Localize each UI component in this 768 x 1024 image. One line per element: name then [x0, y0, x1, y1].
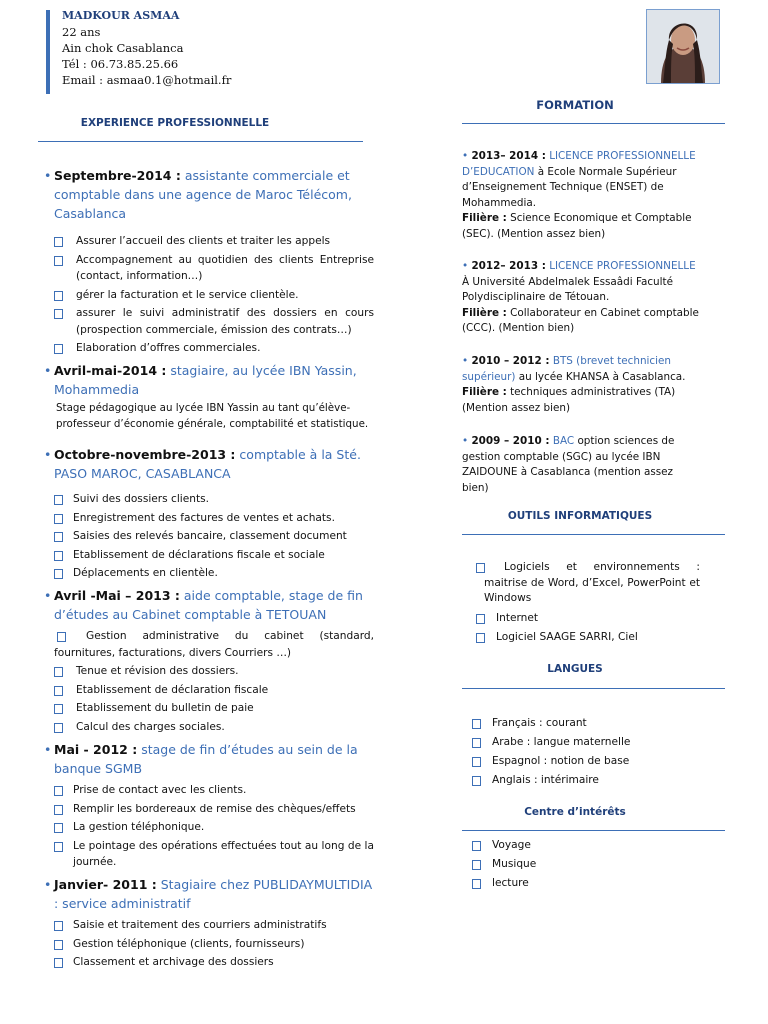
bullet-dot-icon: •	[462, 355, 469, 367]
task-item: La gestion téléphonique.	[44, 819, 374, 836]
task-item: Elaboration d’offres commerciales.	[44, 340, 374, 357]
list-item: Français : courant	[470, 714, 710, 733]
list-item: Espagnol : notion de base	[470, 752, 710, 771]
task-item: assurer le suivi administratif des dossiers en cours (prospection commerciale, émission des contrats…)	[44, 305, 374, 338]
experience-item	[44, 166, 374, 357]
checkbox-icon	[54, 514, 63, 524]
task-item: Enregistrement des factures de ventes et achats.	[44, 510, 374, 527]
checkbox-icon	[54, 823, 63, 833]
checkbox-icon	[54, 237, 63, 247]
task-item: Assurer l’accueil des clients et traiter les appels	[44, 233, 374, 250]
task-item: Saisie et traitement des courriers administratifs	[44, 917, 374, 934]
task-item: Classement et archivage des dossiers	[44, 954, 374, 971]
candidate-address: Ain chok Casablanca	[62, 41, 184, 55]
experience-description: Stage pédagogique au lycée IBN Yassin au tant qu’élève-professeur d’économie générale, comptabilité et statistique.	[56, 402, 369, 430]
formation-filiere: Science Economique et Comptable (SEC). (Mention assez bien)	[462, 212, 692, 240]
list-item: Musique	[470, 855, 710, 874]
experience-role: comptable à la Sté. PASO MAROC, CASABLANCA	[54, 447, 361, 481]
formation-filiere: Collaborateur en Cabinet comptable (CCC). (Mention bien)	[462, 306, 699, 335]
formation-filiere: techniques administratives (TA) (Mention assez bien)	[462, 386, 676, 414]
task-item: Saisies des relevés bancaire, classement document	[44, 528, 374, 545]
checkbox-icon	[54, 532, 63, 542]
experience-item	[44, 361, 374, 432]
experience-role: assistante commerciale et comptable dans une agence de Maroc Télécom, Casablanca	[54, 168, 352, 221]
filiere-label: Filière :	[462, 386, 507, 399]
experience-role: Stagiaire chez PUBLIDAYMULTIDIA : service administratif	[54, 877, 373, 911]
bullet-dot-icon: •	[44, 447, 52, 462]
experience-date: Octobre-novembre-2013 :	[54, 447, 236, 462]
bullet-dot-icon: •	[44, 742, 52, 757]
checkbox-icon	[57, 632, 66, 642]
list-item: Logiciel SAAGE SARRI, Ciel	[474, 628, 700, 647]
experience-item	[44, 445, 374, 582]
experience-date: Septembre-2014 :	[54, 168, 181, 183]
checkbox-icon	[54, 344, 63, 354]
experience-divider	[38, 141, 363, 142]
experience-date: Mai - 2012 :	[54, 742, 138, 757]
filiere-label: Filière :	[462, 212, 507, 225]
task-item: Accompagnement au quotidien des clients Entreprise (contact, information…)	[44, 252, 374, 285]
experience-role: stagiaire, au lycée IBN Yassin, Mohammedia	[54, 363, 357, 397]
checkbox-icon	[472, 879, 481, 889]
task-item: Gestion administrative du cabinet (standard, fournitures, facturations, divers Courriers …)	[54, 630, 374, 659]
checkbox-icon	[476, 633, 485, 643]
experience-item	[44, 875, 374, 971]
formation-item	[462, 434, 700, 496]
experience-role: aide comptable, stage de fin d’études au Cabinet comptable à TETOUAN	[54, 588, 363, 622]
experience-role: stage de fin d’études au sein de la banque SGMB	[54, 742, 358, 776]
formation-school: option sciences de gestion comptable (SGC) au lycée IBN ZAIDOUNE à Casablanca (mention assez bien)	[462, 435, 675, 494]
interets-divider	[462, 830, 725, 831]
checkbox-icon	[54, 569, 63, 579]
langues-title: LANGUES	[547, 663, 603, 675]
candidate-email: Email : asmaa0.1@hotmail.fr	[62, 73, 232, 87]
formation-school: À Université Abdelmalek Essaâdi Faculté Polydisciplinaire de Tétouan.	[462, 275, 673, 304]
formation-degree: LICENCE PROFESSIONNELLE	[549, 260, 696, 272]
checkbox-icon	[476, 563, 485, 573]
task-item: Tenue et révision des dossiers.	[44, 663, 374, 680]
task-item: Calcul des charges sociales.	[44, 719, 374, 736]
experience-date: Avril -Mai – 2013 :	[54, 588, 180, 603]
bullet-dot-icon: •	[44, 363, 52, 378]
formation-school: au lycée KHANSA à Casablanca.	[518, 370, 686, 383]
formation-divider	[462, 123, 725, 124]
candidate-age: 22 ans	[62, 25, 101, 39]
checkbox-icon	[476, 614, 485, 624]
langues-divider	[462, 688, 725, 689]
contact-header	[62, 8, 231, 88]
task-item: Remplir les bordereaux de remise des chèques/effets	[44, 801, 374, 818]
profile-photo	[646, 9, 720, 84]
checkbox-icon	[54, 256, 63, 266]
formation-item	[462, 259, 700, 337]
checkbox-icon	[54, 551, 63, 561]
bullet-dot-icon: •	[462, 150, 469, 162]
formation-title: FORMATION	[536, 98, 614, 112]
candidate-name: MADKOUR ASMAA	[62, 9, 180, 22]
checkbox-icon	[472, 841, 481, 851]
header-accent-bar	[46, 10, 50, 94]
task-item: Déplacements en clientèle.	[44, 565, 374, 582]
formation-date: 2009 – 2010 :	[471, 435, 550, 447]
experience-date: Janvier- 2011 :	[54, 877, 157, 892]
checkbox-icon	[54, 786, 63, 796]
checkbox-icon	[54, 291, 63, 301]
task-item: Etablissement du bulletin de paie	[44, 700, 374, 717]
list-item: Voyage	[470, 836, 710, 855]
filiere-label: Filière :	[462, 306, 507, 319]
task-item: Etablissement de déclarations fiscale et sociale	[44, 547, 374, 564]
bullet-dot-icon: •	[44, 588, 52, 603]
checkbox-icon	[472, 776, 481, 786]
checkbox-icon	[472, 757, 481, 767]
formation-item	[462, 354, 700, 416]
experience-item	[44, 586, 374, 735]
candidate-phone: Tél : 06.73.85.25.66	[62, 57, 179, 71]
bullet-dot-icon: •	[462, 260, 469, 272]
checkbox-icon	[54, 723, 63, 733]
outils-divider	[462, 534, 725, 535]
formation-date: 2012– 2013 :	[471, 260, 546, 272]
task-item: Le pointage des opérations effectuées tout au long de la journée.	[44, 838, 374, 871]
bullet-dot-icon: •	[44, 168, 52, 183]
formation-degree: BAC	[552, 435, 575, 447]
checkbox-icon	[54, 958, 63, 968]
interets-title: Centre d’intérêts	[524, 806, 626, 818]
formation-degree: LICENCE PROFESSIONNELLE D’EDUCATION	[462, 150, 696, 178]
checkbox-icon	[54, 686, 63, 696]
formation-date: 2013– 2014 :	[471, 150, 546, 162]
experience-item	[44, 740, 374, 871]
formation-item	[462, 149, 700, 243]
checkbox-icon	[54, 309, 63, 319]
bullet-dot-icon: •	[462, 435, 469, 447]
task-item: Prise de contact avec les clients.	[44, 782, 374, 799]
outils-list	[474, 560, 700, 647]
outils-title: OUTILS INFORMATIQUES	[507, 510, 653, 522]
checkbox-icon	[54, 495, 63, 505]
experience-title: EXPERIENCE PROFESSIONNELLE	[80, 117, 270, 129]
interets-list	[470, 836, 710, 893]
experience-date: Avril-mai-2014 :	[54, 363, 167, 378]
task-item: gérer la facturation et le service clientèle.	[44, 287, 374, 304]
list-item: lecture	[470, 874, 710, 893]
list-item: Anglais : intérimaire	[470, 771, 710, 790]
formation-date: 2010 – 2012 :	[471, 355, 550, 367]
checkbox-icon	[54, 921, 63, 931]
checkbox-icon	[472, 860, 481, 870]
list-item: Arabe : langue maternelle	[470, 733, 710, 752]
langues-list	[470, 714, 710, 790]
task-item: Etablissement de déclaration fiscale	[44, 682, 374, 699]
formation-school: à Ecole Normale Supérieur d’Enseignement Technique (ENSET) de Mohammedia.	[462, 165, 677, 209]
task-item: Suivi des dossiers clients.	[44, 491, 374, 508]
checkbox-icon	[54, 704, 63, 714]
bullet-dot-icon: •	[44, 877, 52, 892]
checkbox-icon	[472, 738, 481, 748]
checkbox-icon	[54, 805, 63, 815]
task-item: Gestion téléphonique (clients, fournisseurs)	[44, 936, 374, 953]
checkbox-icon	[54, 667, 63, 677]
checkbox-icon	[472, 719, 481, 729]
checkbox-icon	[54, 940, 63, 950]
checkbox-icon	[54, 842, 63, 852]
list-item: Logiciels et environnements : maitrise de Word, d’Excel, PowerPoint et Windows	[474, 560, 700, 607]
formation-degree: BTS (brevet technicien supérieur)	[462, 355, 672, 383]
list-item: Internet	[474, 609, 700, 628]
